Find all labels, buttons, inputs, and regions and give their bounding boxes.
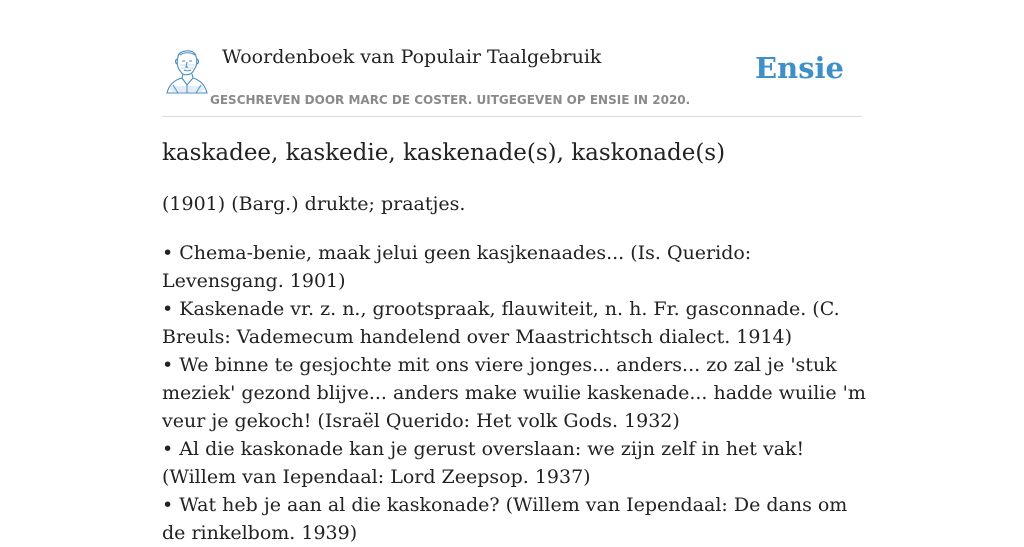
ensie-logo[interactable]: Ensie [755,51,844,85]
quote-item: • Al die kaskonade kan je gerust overslaan: we zijn zelf in het vak! (Willem van Iependaal: Lord Zeepsop. 1937) [162,435,872,491]
byline: GESCHREVEN DOOR MARC DE COSTER. UITGEGEVEN OP ENSIE IN 2020. [210,93,691,107]
quote-list [162,239,872,547]
book-title[interactable]: Woordenboek van Populair Taalgebruik [222,46,602,68]
quote-item: • Wat heb je aan al die kaskonade? (Willem van Iependaal: De dans om de rinkelbom. 1939) [162,491,872,547]
entry-definition: (1901) (Barg.) drukte; praatjes. [162,193,466,215]
author-portrait-icon[interactable] [164,45,210,95]
quote-item: • We binne te gesjochte mit ons viere jonges... anders... zo zal je 'stuk meziek' gezond blijve... anders make wuilie kaskenade... hadde wuilie 'm veur je gekoch! (Israël Querido: Het volk Gods. 1932) [162,351,872,435]
quote-item: • Kaskenade vr. z. n., grootspraak, flauwiteit, n. h. Fr. gasconnade. (C. Breuls: Vademecum handelend over Maastrichtsch dialect. 1914) [162,295,872,351]
quote-item: • Chema-benie, maak jelui geen kasjkenaades... (Is. Querido: Levensgang. 1901) [162,239,872,295]
entry-title: kaskadee, kaskedie, kaskenade(s), kaskonade(s) [162,140,726,166]
header [162,40,862,117]
